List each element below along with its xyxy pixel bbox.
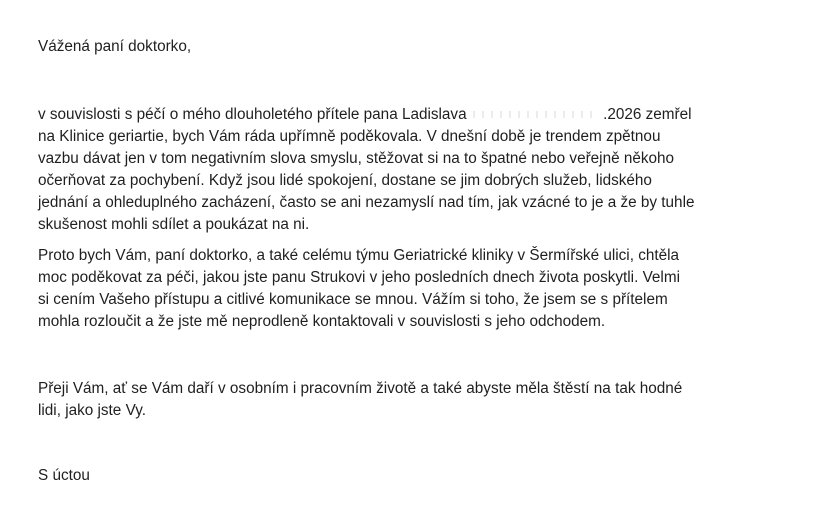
- salutation: Vážená paní doktorko,: [38, 38, 192, 55]
- paragraph-2-line-1: Proto bych Vám, paní doktorko, a také celému týmu Geriatrické kliniky v Šermířské ulici, chtěla: [38, 247, 680, 264]
- paragraph-2-line-2: moc poděkovat za péči, jakou jste panu Strukovi v jeho posledních dnech života poskytli. Velmi: [38, 269, 680, 286]
- paragraph-1-line-3: vazbu dávat jen v tom negativním slova smyslu, stěžovat si na to špatné nebo veřejně někoho: [38, 150, 675, 167]
- paragraph-3-line-2: lidi, jako jste Vy.: [38, 402, 146, 419]
- paragraph-1-line-2: na Klinice geriartie, bych Vám ráda upřímně poděkovala. V dnešní době je trendem zpětnou: [38, 128, 661, 145]
- paragraph-1-line-1: [38, 104, 692, 126]
- paragraph-1-line-5: jednání a ohleduplného zacházení, často se ani nezamyslí nad tím, jak vzácné to je a že by tuhle: [38, 194, 695, 211]
- paragraph-2-line-3: si cením Vašeho přístupu a citlivé komunikace se mnou. Vážím si toho, že jsem se s přítelem: [38, 291, 668, 308]
- paragraph-1-line-6: skušenost mohli sdílet a poukázat na ni.: [38, 216, 310, 233]
- closing: S úctou: [38, 467, 90, 484]
- paragraph-1-line-4: očerňovat za pochybení. Když jsou lidé spokojení, dostane se jim dobrých služeb, lidského: [38, 172, 652, 189]
- paragraph-1-line-1-end: .2026 zemřel: [603, 106, 692, 123]
- paragraph-2-line-4: mohla rozloučit a že jste mě neprodleně kontaktovali v souvislosti s jeho odchodem.: [38, 313, 606, 330]
- paragraph-3-line-1: Přeji Vám, ať se Vám daří v osobním i pracovním životě a také abyste měla štěstí na tak hodné: [38, 380, 683, 397]
- paragraph-1-line-1-start: v souvislosti s péčí o mého dlouholetého přítele pana Ladislava: [38, 106, 467, 123]
- redacted-text: [471, 107, 599, 121]
